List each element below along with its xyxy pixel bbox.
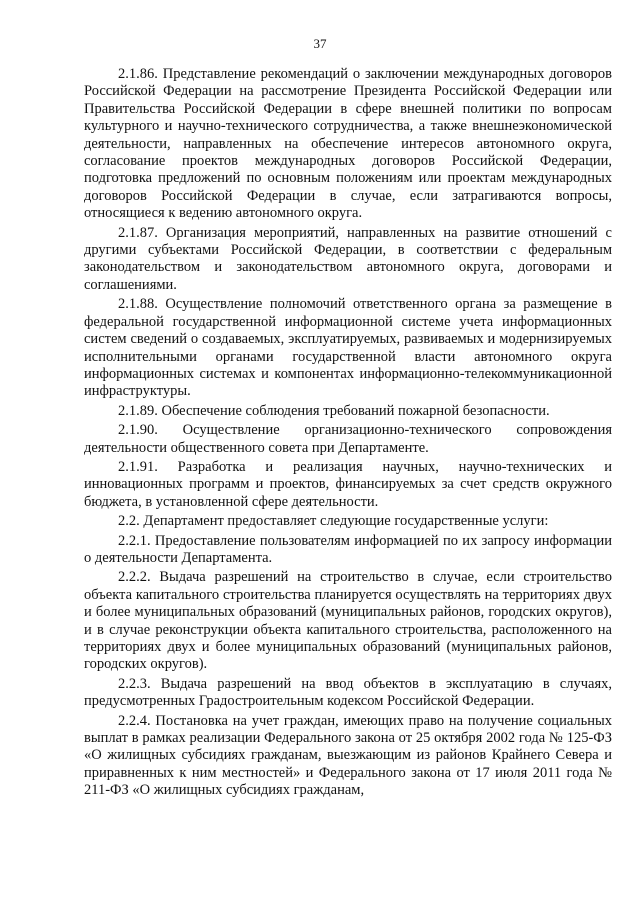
paragraph-2-2-2: 2.2.2. Выдача разрешений на строительство в случае, если строительство объекта капитального строительства планируется осуществлять на территориях двух и более муниципальных образований (муниципальных районов, городских округов), и в случае реконструкции объекта капитального строительства, расположенного на территориях двух и более муниципальных образований (муниципальных районов, городских округов). — [84, 569, 612, 673]
paragraph-2-1-87: 2.1.87. Организация мероприятий, направленных на развитие отношений с другими субъектами Российской Федерации, в соответствии с федеральным законодательством и законодательством автономного округа, договорами и соглашениями. — [84, 224, 612, 293]
paragraph-2-1-91: 2.1.91. Разработка и реализация научных, научно-технических и инновационных программ и проектов, финансируемых за счет средств окружного бюджета, в установленной сфере деятельности. — [84, 458, 612, 510]
paragraph-2-1-88: 2.1.88. Осуществление полномочий ответственного органа за размещение в федеральной государственной информационной системе учета информационных систем сведений о создаваемых, эксплуатируемых, развиваемых и модернизируемых исполнительными органами государственной власти автономного округа информационных системах и компонентах информационно-телекоммуникационной инфраструктуры. — [84, 296, 612, 400]
paragraph-2-2-4: 2.2.4. Постановка на учет граждан, имеющих право на получение социальных выплат в рамках реализации Федерального закона от 25 октября 2002 года № 125-ФЗ «О жилищных субсидиях гражданам, выезжающим из районов Крайнего Севера и приравненных к ним местностей» и Федерального закона от 17 июля 2011 года № 211-ФЗ «О жилищных субсидиях гражданам, — [84, 712, 612, 799]
document-body — [84, 66, 612, 800]
paragraph-2-1-90: 2.1.90. Осуществление организационно-технического сопровождения деятельности общественного совета при Департаменте. — [84, 422, 612, 456]
paragraph-2-2-3: 2.2.3. Выдача разрешений на ввод объектов в эксплуатацию в случаях, предусмотренных Градостроительным кодексом Российской Федерации. — [84, 675, 612, 710]
paragraph-2-2-1: 2.2.1. Предоставление пользователям информацией по их запросу информации о деятельности Департамента. — [84, 532, 612, 566]
paragraph-2-1-89: 2.1.89. Обеспечение соблюдения требований пожарной безопасности. — [118, 402, 550, 419]
page-number: 37 — [313, 36, 327, 51]
paragraph-2-1-86: 2.1.86. Представление рекомендаций о заключении международных договоров Российской Федерации на рассмотрение Президента Российской Федерации или Правительства Российской Федерации в сфере внешней политики по вопросам культурного и научно-технического сотрудничества, а также внешнеэкономической деятельности, направленных на обеспечение интересов автономного округа, согласование проектов международных договоров Российской Федерации, подготовка предложений по основным положениям или проектам международных договоров Российской Федерации в случае, если затрагиваются вопросы, относящиеся к ведению автономного округа. — [84, 66, 612, 222]
paragraph-2-2: 2.2. Департамент предоставляет следующие государственные услуги: — [118, 513, 549, 530]
